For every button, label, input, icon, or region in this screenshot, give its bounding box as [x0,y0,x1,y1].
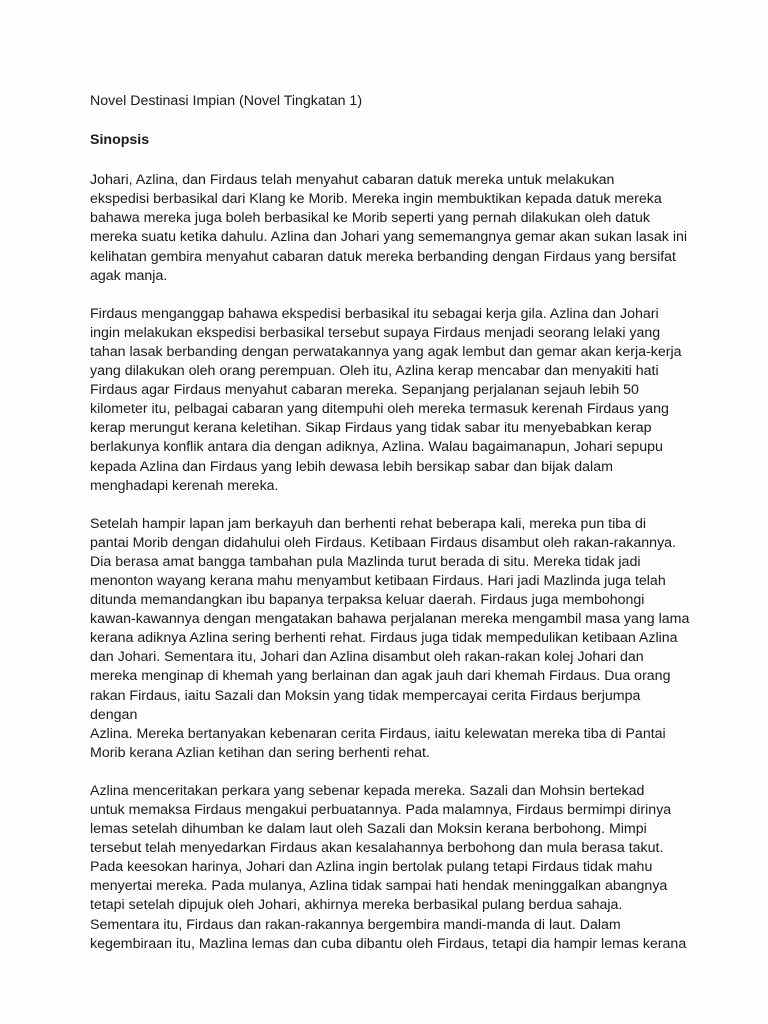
section-heading-sinopsis: Sinopsis [90,132,150,149]
paragraph-3: Setelah hampir lapan jam berkayuh dan berhenti rehat beberapa kali, mereka pun tiba di pantai Morib dengan didahului oleh Firdaus. Ketibaan Firdaus disambut oleh rakan-rakannya. Dia berasa amat bangga tambahan pula Mazlinda turut berada di situ. Mereka tidak jadi menonton wayang kerana mahu menyambut ketibaan Firdaus. Hari jadi Mazlinda juga telah ditunda memandangkan ibu bapanya terpaksa keluar daerah. Firdaus juga membohongi kawan-kawannya dengan mengatakan bahawa perjalanan mereka mengambil masa yang lama kerana adiknya Azlina sering berhenti rehat. Firdaus juga tidak mempedulikan ketibaan Azlina dan Johari. Sementara itu, Johari dan Azlina disambut oleh rakan-rakan kolej Johari dan mereka menginap di khemah yang berlainan dan agak jauh dari khemah Firdaus. Dua orang rakan Firdaus, iaitu Sazali dan Moksin yang tidak mempercayai cerita Firdaus berjumpa dengan Azlina. Mereka bertanyakan kebenaran cerita Firdaus, iaitu kelewatan mereka tiba di Pantai Morib kerana Azlian ketihan dan sering berhenti rehat. [90,515,690,761]
paragraph-4: Azlina menceritakan perkara yang sebenar kepada mereka. Sazali dan Mohsin bertekad untuk memaksa Firdaus mengakui perbuatannya. Pada malamnya, Firdaus bermimpi dirinya lemas setelah dihumban ke dalam laut oleh Sazali dan Moksin kerana berbohong. Mimpi tersebut telah menyedarkan Firdaus akan kesalahannya berbohong dan mula berasa takut. Pada keesokan harinya, Johari dan Azlina ingin bertolak pulang tetapi Firdaus tidak mahu menyertai mereka. Pada mulanya, Azlina tidak sampai hati hendak meninggalkan abangnya tetapi setelah dipujuk oleh Johari, akhirnya mereka berbasikal pulang berdua sahaja. Sementara itu, Firdaus dan rakan-rakannya bergembira mandi-manda di laut. Dalam kegembiraan itu, Mazlina lemas dan cuba dibantu oleh Firdaus, tetapi dia hampir lemas kerana [90,782,687,952]
document-body [90,92,690,973]
paragraph-1: Johari, Azlina, dan Firdaus telah menyahut cabaran datuk mereka untuk melakukan ekspedisi berbasikal dari Klang ke Morib. Mereka ingin membuktikan kepada datuk mereka bahawa mereka juga boleh berbasikal ke Morib seperti yang pernah dilakukan oleh datuk mereka suatu ketika dahulu. Azlina dan Johari yang sememangnya gemar akan sukan lasak ini kelihatan gembira menyahut cabaran datuk mereka berbanding dengan Firdaus yang bersifat agak manja. [90,172,688,284]
document-title: Novel Destinasi Impian (Novel Tingkatan 1) [90,93,363,109]
paragraph-2: Firdaus menganggap bahawa ekspedisi berbasikal itu sebagai kerja gila. Azlina dan Johari ingin melakukan ekspedisi berbasikal tersebut supaya Firdaus menjadi seorang lelaki yang tahan lasak berbanding dengan perwatakannya yang agak lembut dan gemar akan kerja-kerja yang dilakukan oleh orang perempuan. Oleh itu, Azlina kerap mencabar dan menyakiti hati Firdaus agar Firdaus menyahut cabaran mereka. Sepanjang perjalanan sejauh lebih 50 kilometer itu, pelbagai cabaran yang ditempuhi oleh mereka termasuk kerenah Firdaus yang kerap merungut kerana keletihan. Sikap Firdaus yang tidak sabar itu menyebabkan kerap berlakunya konflik antara dia dengan adiknya, Azlina. Walau bagaimanapun, Johari sepupu kepada Azlina dan Firdaus yang lebih dewasa lebih bersikap sabar dan bijak dalam menghadapi kerenah mereka. [90,305,682,494]
